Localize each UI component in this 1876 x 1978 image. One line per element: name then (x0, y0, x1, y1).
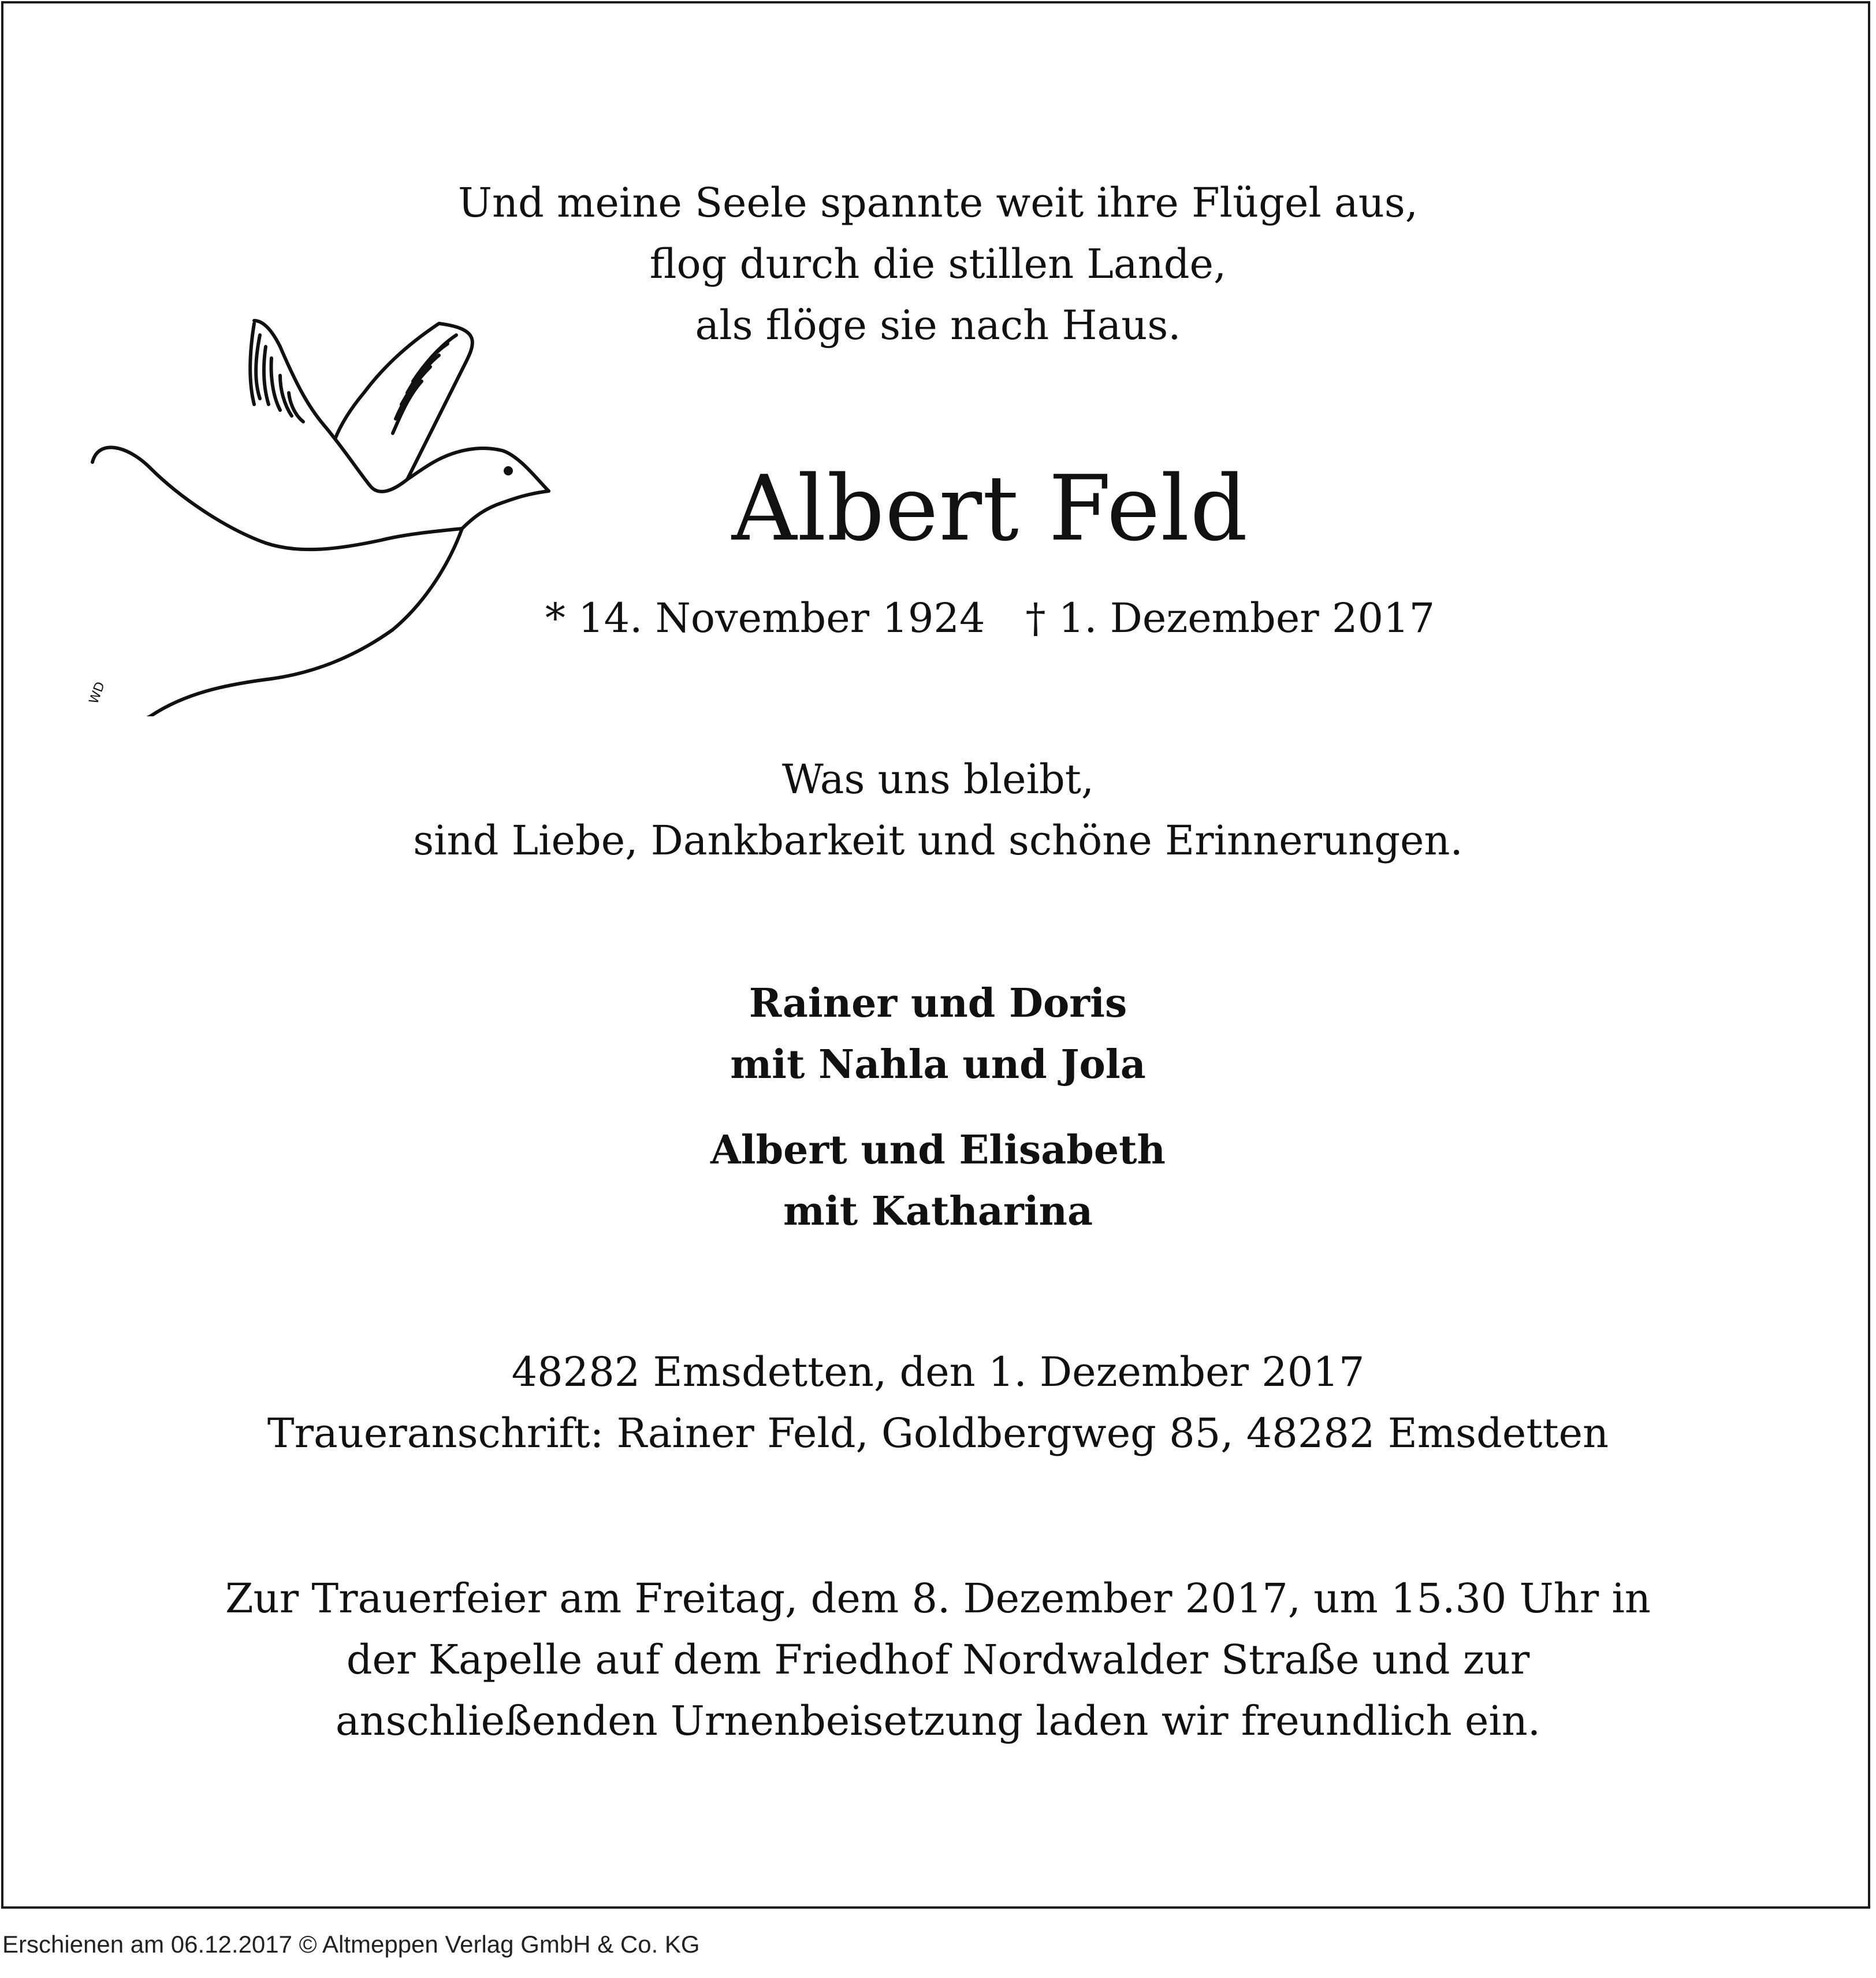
deceased-name: Albert Feld (731, 456, 1249, 561)
verse-line: flog durch die stillen Lande, (649, 240, 1227, 288)
mourner-line: mit Nahla und Jola (730, 1042, 1146, 1088)
dove-initials: WD (87, 680, 108, 707)
ceremony-info (0, 1568, 1876, 1752)
verse-line: Und meine Seele spannte weit ihre Flügel aus, (457, 179, 1419, 226)
life-dates (52, 590, 1876, 646)
mourner-line: Albert und Elisabeth (710, 1127, 1166, 1173)
place-date-line: 48282 Emsdetten, den 1. Dezember 2017 (511, 1348, 1365, 1396)
mourner-group (0, 973, 1876, 1095)
mourning-address: Traueranschrift: Rainer Feld, Goldbergweg 85, 48282 Emsdetten (267, 1410, 1609, 1457)
birth-date: * 14. November 1924 (545, 594, 985, 642)
mourner-line: Rainer und Doris (749, 980, 1127, 1027)
saying-line: Was uns bleibt, (781, 756, 1095, 803)
place-and-address (0, 1341, 1876, 1464)
verse-line: als flöge sie nach Haus. (695, 302, 1181, 349)
death-date: † 1. Dezember 2017 (1025, 594, 1435, 642)
saying (0, 749, 1876, 871)
ceremony-line: Zur Trauerfeier am Freitag, dem 8. Dezember 2017, um 15.30 Uhr in (225, 1575, 1651, 1622)
ceremony-line: anschließenden Urnenbeisetzung laden wir freundlich ein. (335, 1697, 1541, 1745)
mourner-line: mit Katharina (783, 1188, 1093, 1235)
publication-footer: Erschienen am 06.12.2017 © Altmeppen Verlag GmbH & Co. KG (2, 1931, 700, 1958)
ceremony-line: der Kapelle auf dem Friedhof Nordwalder Straße und zur (346, 1636, 1530, 1683)
saying-line: sind Liebe, Dankbarkeit und schöne Erinnerungen. (413, 817, 1463, 864)
mourner-group (0, 1120, 1876, 1242)
